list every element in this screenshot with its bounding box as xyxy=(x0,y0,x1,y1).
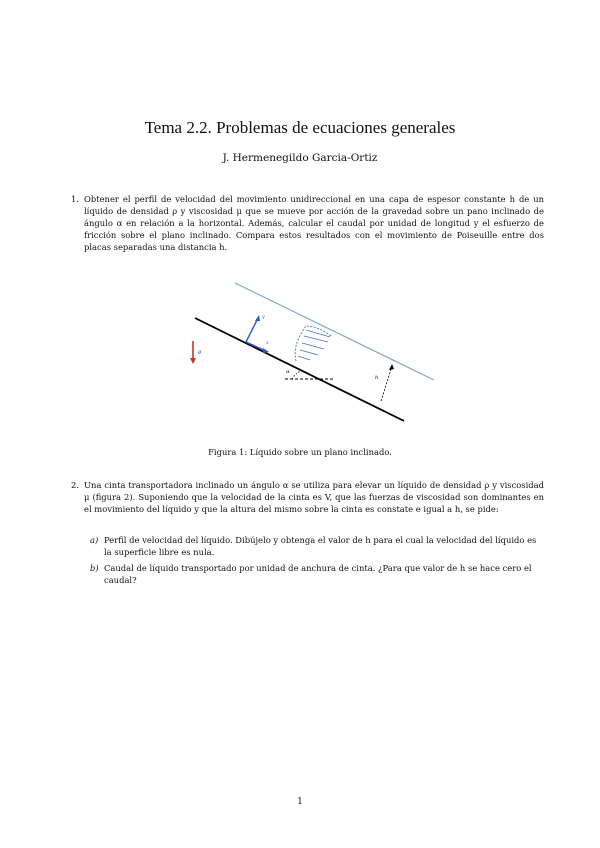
subitem-a-label: a) xyxy=(90,535,99,545)
subitem-a-text: Perfil de velocidad del líquido. Dibújelo y obtenga el valor de h para el cual la velocidad del líquido es la superficie libre es nula. xyxy=(104,535,537,557)
label-alpha: α xyxy=(286,369,290,375)
axis-x-arrowhead xyxy=(263,348,269,353)
velocity-profile-curve xyxy=(295,326,331,361)
subitem-b-text: Caudal de líquido transportado por unidad de anchura de cinta. ¿Para que valor de h se hace cero el caudal? xyxy=(104,563,532,585)
subitem-b-label: b) xyxy=(90,563,99,573)
problem-2-text: Una cinta transportadora inclinado un ángulo α se utiliza para elevar un líquido de densidad ρ y viscosidad μ (figura 2). Suponiendo que la velocidad de la cinta es V, que las fuerzas de viscosidad son dominantes en el movimiento del líquido y que la altura del mismo sobre la cinta es constate e igual a h, se pide: xyxy=(84,480,544,514)
thickness-arrowhead xyxy=(389,364,394,370)
free-surface-line xyxy=(235,283,434,380)
figure-caption: Figura 1: Líquido sobre un plano inclinado. xyxy=(208,447,392,457)
problem-1-number: 1. xyxy=(71,194,79,204)
profile-vector-3 xyxy=(302,343,324,349)
problem-1-text: Obtener el perfil de velocidad del movimiento unidireccional en una capa de espesor constante h de un líquido de densidad ρ y viscosidad μ que se mueve por acción de la gravedad sobre un pano inclinado de ángulo α en relación a la horizontal. Además, calcular el caudal por unidad de longitud y el esfuerzo de fricción sobre el plano inclinado. Compara estos resultados con el movimiento de Poiseuille entre dos placas separadas una distancia h. xyxy=(84,194,544,252)
label-y: y xyxy=(262,314,265,320)
inclined-plane-line xyxy=(195,318,404,421)
profile-vector-4 xyxy=(304,336,328,342)
axis-y-arrowhead xyxy=(255,315,260,321)
label-h: h xyxy=(375,375,379,381)
gravity-arrowhead xyxy=(190,358,196,364)
profile-vector-2 xyxy=(300,350,318,355)
subitem-b xyxy=(90,562,544,586)
page-number: 1 xyxy=(297,797,303,807)
author-name: J. Hermenegildo Garcia-Ortiz xyxy=(222,152,378,164)
profile-vector-1 xyxy=(298,356,310,360)
problem-2 xyxy=(71,479,544,515)
profile-vector-5 xyxy=(306,330,330,337)
label-x: x xyxy=(266,340,269,346)
alpha-arc xyxy=(292,370,302,379)
problem-2-number: 2. xyxy=(71,480,79,490)
label-g: g xyxy=(198,349,202,355)
thickness-arrow xyxy=(381,366,392,401)
subitem-a xyxy=(90,534,544,558)
axis-y-arrow xyxy=(246,318,258,342)
page-title: Tema 2.2. Problemas de ecuaciones generales xyxy=(144,118,456,137)
